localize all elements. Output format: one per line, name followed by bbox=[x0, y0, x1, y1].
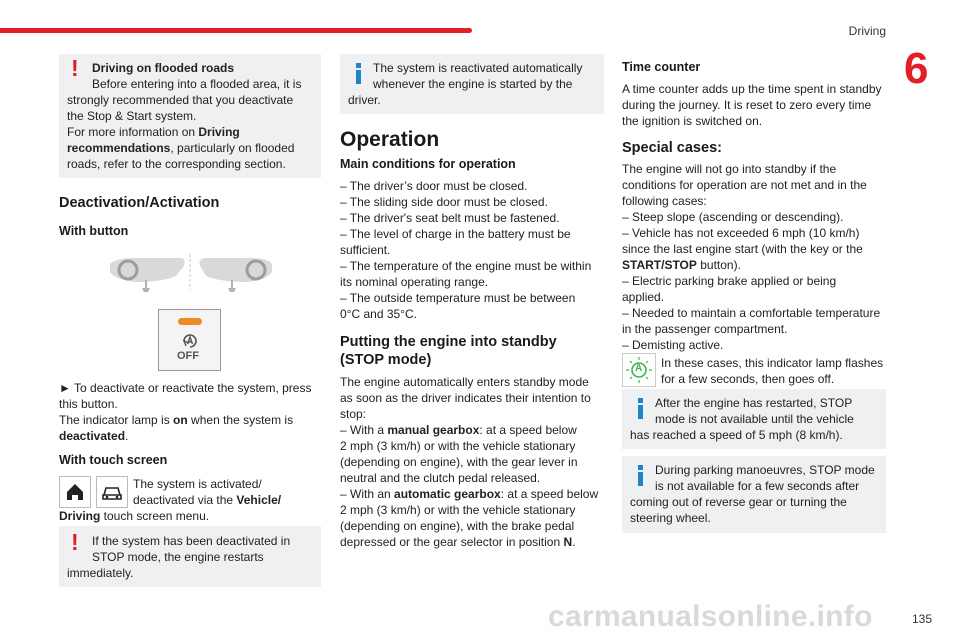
info-text: coming out of reverse gear or turning the bbox=[630, 495, 847, 509]
warning-text: For more information on Driving bbox=[67, 125, 240, 139]
warning-text: STOP mode, the engine restarts bbox=[92, 550, 264, 564]
section-title-deactivation: Deactivation/Activation bbox=[59, 195, 220, 211]
lamp-text: for a few seconds, then goes off. bbox=[661, 372, 835, 386]
page-number: 135 bbox=[911, 612, 932, 626]
special-text: since the last engine start (with the key or the bbox=[622, 242, 863, 256]
standby-text: as soon as the driver indicates their intention to bbox=[340, 391, 591, 405]
auto-a-icon bbox=[181, 332, 199, 350]
info-text: The system is reactivated automatically bbox=[373, 61, 583, 75]
subtitle-main-conditions: Main conditions for operation bbox=[340, 157, 516, 171]
info-text: driver. bbox=[348, 93, 381, 107]
time-text: A time counter adds up the time spent in standby bbox=[622, 82, 882, 96]
special-text: following cases: bbox=[622, 194, 707, 208]
subtitle-special-cases: Special cases: bbox=[622, 140, 722, 156]
condition-item: 0°C and 35°C. bbox=[340, 307, 417, 321]
info-text: whenever the engine is started by the bbox=[373, 77, 573, 91]
condition-item: – The level of charge in the battery must be bbox=[340, 227, 571, 241]
off-label: OFF bbox=[177, 350, 199, 362]
subtitle-standby: (STOP mode) bbox=[340, 352, 432, 368]
warning-text: If the system has been deactivated in bbox=[92, 534, 291, 548]
watermark: carmanualsonline.info bbox=[548, 600, 873, 633]
condition-item: – The driver’s door must be closed. bbox=[340, 179, 528, 193]
standby-text: 2 mph (3 km/h) or with the vehicle stationary bbox=[340, 503, 576, 517]
step-arrow-icon: ► bbox=[59, 381, 71, 395]
info-text: is not available for a few seconds after bbox=[655, 479, 860, 493]
info-text: mode is not available until the vehicle bbox=[655, 412, 854, 426]
condition-item: – The driver's seat belt must be fastened. bbox=[340, 211, 560, 225]
vehicle-icon[interactable] bbox=[96, 476, 128, 508]
info-icon bbox=[638, 398, 643, 419]
special-text: conditions for operation are not met and in the bbox=[622, 178, 867, 192]
section-title-operation: Operation bbox=[340, 128, 440, 151]
condition-item: – The outside temperature must be between bbox=[340, 291, 576, 305]
lamp-text: In these cases, this indicator lamp flashes bbox=[661, 356, 884, 370]
info-text: During parking manoeuvres, STOP mode bbox=[655, 463, 875, 477]
section-header: Driving bbox=[848, 24, 886, 38]
special-text: – Demisting active. bbox=[622, 338, 724, 352]
touch-text: The system is activated/ bbox=[133, 477, 262, 491]
warning-text: roads, refer to the corresponding section. bbox=[67, 157, 286, 171]
condition-item: – The sliding side door must be closed. bbox=[340, 195, 548, 209]
special-text: – Vehicle has not exceeded 6 mph (10 km/h) bbox=[622, 226, 860, 240]
warning-text: the Stop & Start system. bbox=[67, 109, 197, 123]
stop-mode-indicator-lamp-icon bbox=[622, 353, 656, 387]
special-text: – Steep slope (ascending or descending). bbox=[622, 210, 844, 224]
subtitle-time-counter: Time counter bbox=[622, 60, 701, 74]
home-icon[interactable] bbox=[59, 476, 91, 508]
standby-text: 2 mph (3 km/h) or with the vehicle stationary bbox=[340, 439, 576, 453]
special-text: applied. bbox=[622, 290, 665, 304]
step-text: deactivated. bbox=[59, 429, 129, 443]
step-text: this button. bbox=[59, 397, 118, 411]
info-text: steering wheel. bbox=[630, 511, 711, 525]
touch-text: deactivated via the Vehicle/ bbox=[133, 493, 282, 507]
special-text: The engine will not go into standby if the bbox=[622, 162, 837, 176]
standby-text: – With an automatic gearbox: at a speed below bbox=[340, 487, 599, 501]
step-text: The indicator lamp is on when the system is bbox=[59, 413, 294, 427]
subtitle-touch-screen: With touch screen bbox=[59, 453, 168, 467]
time-text: during the journey. It is reset to zero every time bbox=[622, 98, 872, 112]
warning-text: strongly recommended that you deactivate bbox=[67, 93, 294, 107]
info-text: After the engine has restarted, STOP bbox=[655, 396, 853, 410]
touch-text: Driving touch screen menu. bbox=[59, 509, 210, 523]
indicator-lamp bbox=[178, 318, 202, 325]
standby-text: neutral and the clutch pedal released. bbox=[340, 471, 541, 485]
condition-item: its nominal operating range. bbox=[340, 275, 489, 289]
warning-text: recommendations, particularly on flooded bbox=[67, 141, 295, 155]
time-text: the ignition is switched on. bbox=[622, 114, 763, 128]
info-text: has reached a speed of 5 mph (8 km/h). bbox=[630, 428, 843, 442]
step-text: ► To deactivate or reactivate the system, press bbox=[59, 381, 312, 395]
dashboard-illustration bbox=[106, 252, 278, 296]
warning-title: Driving on flooded roads bbox=[92, 61, 235, 75]
standby-text: (depending on engine), with the gear lever in bbox=[340, 455, 578, 469]
subtitle-standby: Putting the engine into standby bbox=[340, 334, 557, 350]
special-text: START/STOP button). bbox=[622, 258, 741, 272]
header-accent-bar bbox=[0, 28, 472, 33]
standby-text: (depending on engine), with the brake pedal bbox=[340, 519, 575, 533]
subtitle-with-button: With button bbox=[59, 224, 129, 238]
info-icon bbox=[356, 63, 361, 84]
warning-icon: ! bbox=[71, 529, 79, 555]
condition-item: – The temperature of the engine must be within bbox=[340, 259, 592, 273]
standby-text: stop: bbox=[340, 407, 367, 421]
special-text: in the passenger compartment. bbox=[622, 322, 788, 336]
info-icon bbox=[638, 465, 643, 486]
special-text: – Electric parking brake applied or being bbox=[622, 274, 837, 288]
standby-text: depressed or the gear selector in position N. bbox=[340, 535, 576, 549]
standby-text: The engine automatically enters standby mode bbox=[340, 375, 589, 389]
chapter-number: 6 bbox=[904, 44, 929, 93]
warning-text: immediately. bbox=[67, 566, 134, 580]
warning-icon: ! bbox=[71, 55, 79, 81]
stop-start-off-button[interactable] bbox=[158, 309, 221, 371]
special-text: – Needed to maintain a comfortable temperature bbox=[622, 306, 881, 320]
lamp-letter: A bbox=[635, 363, 643, 374]
standby-text: – With a manual gearbox: at a speed below bbox=[340, 423, 577, 437]
condition-item: sufficient. bbox=[340, 243, 391, 257]
warning-text: Before entering into a flooded area, it is bbox=[92, 77, 302, 91]
